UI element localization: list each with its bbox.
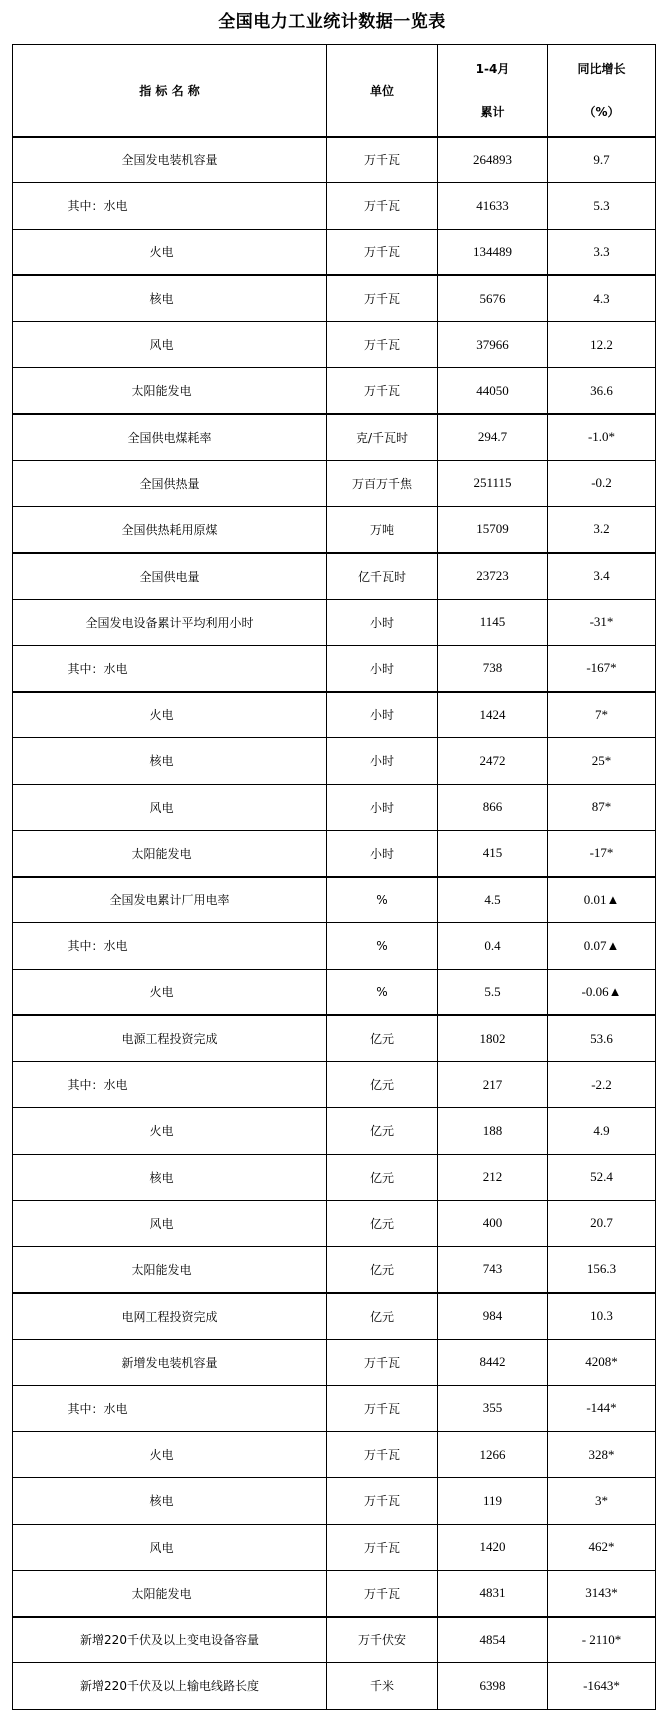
unit-cell: 万千瓦: [327, 183, 438, 229]
yoy-growth-cell: 9.7: [548, 137, 656, 183]
indicator-name-cell: [13, 1385, 327, 1431]
unit-cell: 万千瓦: [327, 1478, 438, 1524]
indicator-name: 火电: [149, 1448, 174, 1463]
unit-cell: 亿元: [327, 1293, 438, 1339]
indicator-name-cell: [13, 738, 327, 784]
indicator-name-cell: [13, 645, 327, 691]
indicator-name: 全国供热量: [139, 476, 200, 491]
indicator-name: 核电: [149, 292, 174, 307]
indicator-name: 核电: [149, 1170, 174, 1185]
yoy-growth-cell: 53.6: [548, 1015, 656, 1061]
unit-cell: 小时: [327, 784, 438, 830]
table-body: [13, 137, 656, 1710]
indicator-name: 其中：水电: [67, 1401, 128, 1416]
indicator-name-cell: [13, 1570, 327, 1616]
yoy-growth-cell: 7*: [548, 692, 656, 738]
indicator-name-cell: [13, 969, 327, 1015]
indicator-name-cell: [13, 275, 327, 321]
table-row: [13, 414, 656, 460]
table-row: [13, 507, 656, 553]
indicator-name-cell: [13, 1062, 327, 1108]
indicator-name: 新增发电装机容量: [121, 1355, 218, 1370]
indicator-name-cell: [13, 1200, 327, 1246]
indicator-name: 太阳能发电: [131, 1586, 192, 1601]
indicator-name: 风电: [149, 1216, 174, 1231]
yoy-growth-cell: -0.2: [548, 460, 656, 506]
indicator-name-cell: [13, 1015, 327, 1061]
indicator-name-cell: [13, 1154, 327, 1200]
indicator-name-cell: [13, 692, 327, 738]
indicator-name-cell: [13, 553, 327, 599]
header-cumulative-label: 累计: [480, 105, 505, 120]
table-row: [13, 1015, 656, 1061]
yoy-growth-cell: 4.3: [548, 275, 656, 321]
unit-cell: 克/千瓦时: [327, 414, 438, 460]
header-cumulative-period: 1-4月: [475, 62, 510, 77]
yoy-growth-cell: 25*: [548, 738, 656, 784]
statistics-table: [12, 44, 656, 1710]
indicator-name-cell: [13, 1432, 327, 1478]
indicator-name-cell: [13, 137, 327, 183]
table-row: [13, 275, 656, 321]
cumulative-value-cell: 1420: [438, 1524, 548, 1570]
indicator-name: 其中：水电: [67, 661, 128, 676]
cumulative-value-cell: 4.5: [438, 877, 548, 923]
unit-cell: 万百万千焦: [327, 460, 438, 506]
cumulative-value-cell: 5676: [438, 275, 548, 321]
indicator-name: 太阳能发电: [131, 384, 192, 399]
yoy-growth-cell: 0.01▲: [548, 877, 656, 923]
yoy-growth-cell: -2.2: [548, 1062, 656, 1108]
table-row: [13, 599, 656, 645]
header-yoy-label: 同比增长: [577, 62, 626, 77]
indicator-name: 新增220千伏及以上变电设备容量: [80, 1633, 259, 1648]
indicator-name-cell: [13, 460, 327, 506]
unit-cell: 亿千瓦时: [327, 553, 438, 599]
table-row: [13, 460, 656, 506]
table-row: [13, 553, 656, 599]
unit-cell: 万千瓦: [327, 1339, 438, 1385]
table-row: [13, 969, 656, 1015]
yoy-growth-cell: 3.2: [548, 507, 656, 553]
unit-cell: 亿元: [327, 1247, 438, 1293]
indicator-name: 太阳能发电: [131, 846, 192, 861]
header-indicator-name: 指 标 名 称: [13, 45, 327, 137]
indicator-name-cell: [13, 830, 327, 876]
table-row: [13, 1478, 656, 1524]
yoy-growth-cell: 12.2: [548, 322, 656, 368]
indicator-name: 全国供电量: [139, 569, 200, 584]
cumulative-value-cell: 743: [438, 1247, 548, 1293]
indicator-name: 火电: [149, 985, 174, 1000]
unit-cell: 亿元: [327, 1154, 438, 1200]
table-row: [13, 229, 656, 275]
indicator-name: 其中：水电: [67, 199, 128, 214]
indicator-name: 太阳能发电: [131, 1262, 192, 1277]
table-row: [13, 1154, 656, 1200]
cumulative-value-cell: 264893: [438, 137, 548, 183]
yoy-growth-cell: 20.7: [548, 1200, 656, 1246]
cumulative-value-cell: 415: [438, 830, 548, 876]
unit-cell: 万千瓦: [327, 1524, 438, 1570]
indicator-name: 风电: [149, 1540, 174, 1555]
indicator-name: 风电: [149, 800, 174, 815]
indicator-name: 电网工程投资完成: [121, 1309, 218, 1324]
unit-cell: 千米: [327, 1663, 438, 1709]
yoy-growth-cell: -1.0*: [548, 414, 656, 460]
cumulative-value-cell: 4854: [438, 1617, 548, 1663]
unit-cell: 万吨: [327, 507, 438, 553]
cumulative-value-cell: 0.4: [438, 923, 548, 969]
cumulative-value-cell: 1802: [438, 1015, 548, 1061]
cumulative-value-cell: 37966: [438, 322, 548, 368]
header-row: [13, 45, 656, 137]
indicator-name: 核电: [149, 754, 174, 769]
yoy-growth-cell: 4208*: [548, 1339, 656, 1385]
yoy-growth-cell: 87*: [548, 784, 656, 830]
indicator-name-cell: [13, 1247, 327, 1293]
yoy-growth-cell: 156.3: [548, 1247, 656, 1293]
table-row: [13, 1570, 656, 1616]
table-row: [13, 1617, 656, 1663]
cumulative-value-cell: 15709: [438, 507, 548, 553]
indicator-name: 全国发电累计厂用电率: [109, 893, 230, 908]
indicator-name: 全国供电煤耗率: [127, 430, 212, 445]
indicator-name-cell: [13, 877, 327, 923]
cumulative-value-cell: 984: [438, 1293, 548, 1339]
table-row: [13, 923, 656, 969]
table-row: [13, 183, 656, 229]
cumulative-value-cell: 8442: [438, 1339, 548, 1385]
cumulative-value-cell: 23723: [438, 553, 548, 599]
unit-cell: %: [327, 877, 438, 923]
table-row: [13, 137, 656, 183]
table-row: [13, 738, 656, 784]
cumulative-value-cell: 2472: [438, 738, 548, 784]
cumulative-value-cell: 188: [438, 1108, 548, 1154]
cumulative-value-cell: 217: [438, 1062, 548, 1108]
indicator-name-cell: [13, 1524, 327, 1570]
indicator-name-cell: [13, 229, 327, 275]
unit-cell: 万千伏安: [327, 1617, 438, 1663]
unit-cell: 小时: [327, 599, 438, 645]
cumulative-value-cell: 1424: [438, 692, 548, 738]
cumulative-value-cell: 738: [438, 645, 548, 691]
indicator-name-cell: [13, 1663, 327, 1709]
unit-cell: 亿元: [327, 1108, 438, 1154]
indicator-name-cell: [13, 1108, 327, 1154]
table-row: [13, 322, 656, 368]
yoy-growth-cell: -1643*: [548, 1663, 656, 1709]
table-header: [13, 45, 656, 137]
unit-cell: 亿元: [327, 1015, 438, 1061]
indicator-name-cell: [13, 183, 327, 229]
yoy-growth-cell: 4.9: [548, 1108, 656, 1154]
unit-cell: 万千瓦: [327, 229, 438, 275]
table-row: [13, 1663, 656, 1709]
indicator-name-cell: [13, 1478, 327, 1524]
table-row: [13, 1385, 656, 1431]
yoy-growth-cell: 0.07▲: [548, 923, 656, 969]
yoy-growth-cell: 52.4: [548, 1154, 656, 1200]
cumulative-value-cell: 355: [438, 1385, 548, 1431]
yoy-growth-cell: -0.06▲: [548, 969, 656, 1015]
unit-cell: 小时: [327, 692, 438, 738]
cumulative-value-cell: 212: [438, 1154, 548, 1200]
unit-cell: 万千瓦: [327, 368, 438, 414]
indicator-name-cell: [13, 507, 327, 553]
table-row: [13, 1524, 656, 1570]
cumulative-value-cell: 1266: [438, 1432, 548, 1478]
unit-cell: 小时: [327, 830, 438, 876]
table-row: [13, 784, 656, 830]
table-row: [13, 692, 656, 738]
yoy-growth-cell: 328*: [548, 1432, 656, 1478]
table-row: [13, 877, 656, 923]
cumulative-value-cell: 294.7: [438, 414, 548, 460]
unit-cell: %: [327, 923, 438, 969]
yoy-growth-cell: - 2110*: [548, 1617, 656, 1663]
indicator-name-cell: [13, 368, 327, 414]
yoy-growth-cell: 36.6: [548, 368, 656, 414]
table-row: [13, 1108, 656, 1154]
indicator-name: 新增220千伏及以上输电线路长度: [80, 1679, 259, 1694]
indicator-name-cell: [13, 414, 327, 460]
indicator-name-cell: [13, 599, 327, 645]
table-row: [13, 830, 656, 876]
table-row: [13, 1293, 656, 1339]
header-yoy-unit: （%）: [583, 105, 620, 120]
unit-cell: 万千瓦: [327, 1385, 438, 1431]
cumulative-value-cell: 251115: [438, 460, 548, 506]
indicator-name-cell: [13, 1293, 327, 1339]
cumulative-value-cell: 119: [438, 1478, 548, 1524]
cumulative-value-cell: 5.5: [438, 969, 548, 1015]
cumulative-value-cell: 1145: [438, 599, 548, 645]
header-cumulative: [438, 45, 548, 137]
indicator-name: 核电: [149, 1494, 174, 1509]
indicator-name-cell: [13, 1617, 327, 1663]
unit-cell: 小时: [327, 645, 438, 691]
unit-cell: 亿元: [327, 1200, 438, 1246]
yoy-growth-cell: 3143*: [548, 1570, 656, 1616]
indicator-name: 电源工程投资完成: [121, 1032, 218, 1047]
cumulative-value-cell: 6398: [438, 1663, 548, 1709]
cumulative-value-cell: 400: [438, 1200, 548, 1246]
indicator-name: 全国发电装机容量: [121, 153, 218, 168]
table-row: [13, 368, 656, 414]
yoy-growth-cell: -167*: [548, 645, 656, 691]
table-row: [13, 645, 656, 691]
page-title: 全国电力工业统计数据一览表: [218, 12, 446, 32]
cumulative-value-cell: 134489: [438, 229, 548, 275]
unit-cell: 万千瓦: [327, 275, 438, 321]
indicator-name: 其中：水电: [67, 1078, 128, 1093]
indicator-name: 全国发电设备累计平均利用小时: [85, 615, 254, 630]
yoy-growth-cell: 3*: [548, 1478, 656, 1524]
unit-cell: 万千瓦: [327, 322, 438, 368]
table-row: [13, 1432, 656, 1478]
indicator-name: 其中：水电: [67, 939, 128, 954]
indicator-name-cell: [13, 784, 327, 830]
table-row: [13, 1062, 656, 1108]
cumulative-value-cell: 866: [438, 784, 548, 830]
indicator-name: 风电: [149, 338, 174, 353]
yoy-growth-cell: -144*: [548, 1385, 656, 1431]
yoy-growth-cell: 3.3: [548, 229, 656, 275]
unit-cell: 亿元: [327, 1062, 438, 1108]
indicator-name: 火电: [149, 708, 174, 723]
unit-cell: 万千瓦: [327, 1570, 438, 1616]
yoy-growth-cell: 3.4: [548, 553, 656, 599]
indicator-name-cell: [13, 1339, 327, 1385]
indicator-name: 火电: [149, 1124, 174, 1139]
unit-cell: %: [327, 969, 438, 1015]
unit-cell: 万千瓦: [327, 1432, 438, 1478]
indicator-name-cell: [13, 923, 327, 969]
indicator-name-cell: [13, 322, 327, 368]
header-yoy: [548, 45, 656, 137]
cumulative-value-cell: 4831: [438, 1570, 548, 1616]
yoy-growth-cell: 462*: [548, 1524, 656, 1570]
yoy-growth-cell: -17*: [548, 830, 656, 876]
yoy-growth-cell: 5.3: [548, 183, 656, 229]
yoy-growth-cell: 10.3: [548, 1293, 656, 1339]
cumulative-value-cell: 44050: [438, 368, 548, 414]
unit-cell: 小时: [327, 738, 438, 784]
table-row: [13, 1200, 656, 1246]
header-unit: 单位: [327, 45, 438, 137]
indicator-name: 火电: [149, 245, 174, 260]
unit-cell: 万千瓦: [327, 137, 438, 183]
indicator-name: 全国供热耗用原煤: [121, 522, 218, 537]
yoy-growth-cell: -31*: [548, 599, 656, 645]
cumulative-value-cell: 41633: [438, 183, 548, 229]
table-row: [13, 1247, 656, 1293]
table-row: [13, 1339, 656, 1385]
